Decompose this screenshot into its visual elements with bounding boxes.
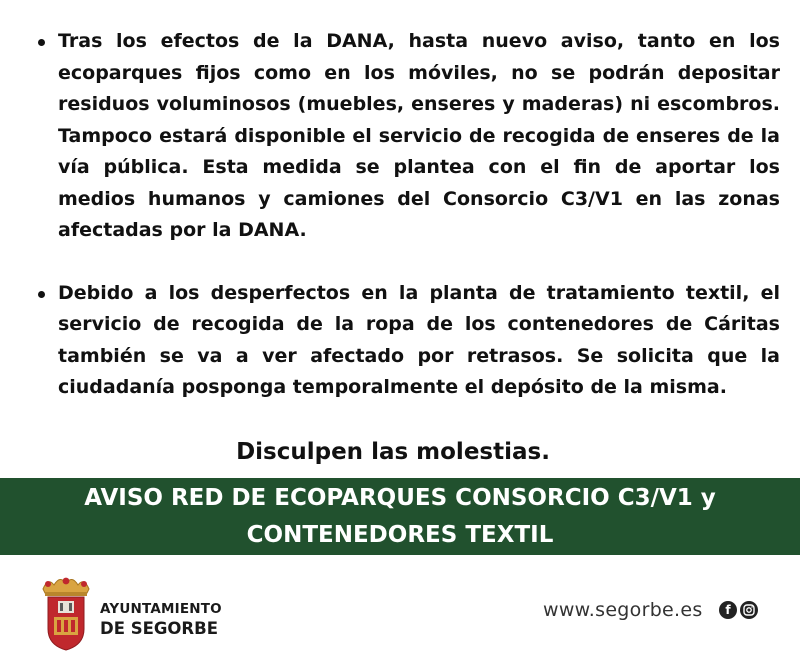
website-url[interactable]: www.segorbe.es xyxy=(543,599,703,621)
notice-list xyxy=(36,26,780,404)
notice-item-ecoparques xyxy=(36,26,780,247)
banner-title-line2: CONTENEDORES TEXTIL xyxy=(246,521,554,548)
banner-title-line1: AVISO RED DE ECOPARQUES CONSORCIO C3/V1 y xyxy=(84,484,716,511)
bullet-icon xyxy=(38,39,45,46)
notice-item-textil xyxy=(36,278,780,404)
coat-of-arms-icon xyxy=(40,573,92,651)
notice-text: Debido a los desperfectos en la planta de tratamiento textil, el servicio de recogida de la ropa de los contenedores de Cáritas también se va a ver afectado por retrasos. Se solicita que la ciudadanía posponga temporalmente el depósito de la misma. xyxy=(58,281,780,398)
title-banner xyxy=(0,478,800,555)
organization-name xyxy=(100,599,222,639)
organization-name-line1: AYUNTAMIENTO xyxy=(100,601,222,617)
facebook-icon[interactable]: f xyxy=(719,601,737,619)
bullet-icon xyxy=(38,291,45,298)
organization-name-line2: DE SEGORBE xyxy=(100,619,218,638)
footer xyxy=(0,555,800,670)
notice-text: Tras los efectos de la DANA, hasta nuevo aviso, tanto en los ecoparques fijos como en los móviles, no se podrán depositar residuos voluminosos (muebles, enseres y maderas) ni escombros. Tampoco estará disponible el servicio de recogida de enseres de la vía pública. Esta medida se plantea con el fin de aportar los medios humanos y camiones del Consorcio C3/V1 en las zonas afectadas por la DANA. xyxy=(58,30,780,241)
banner-title xyxy=(20,480,780,554)
apology-text: Disculpen las molestias. xyxy=(236,439,550,465)
instagram-icon[interactable] xyxy=(740,601,758,619)
